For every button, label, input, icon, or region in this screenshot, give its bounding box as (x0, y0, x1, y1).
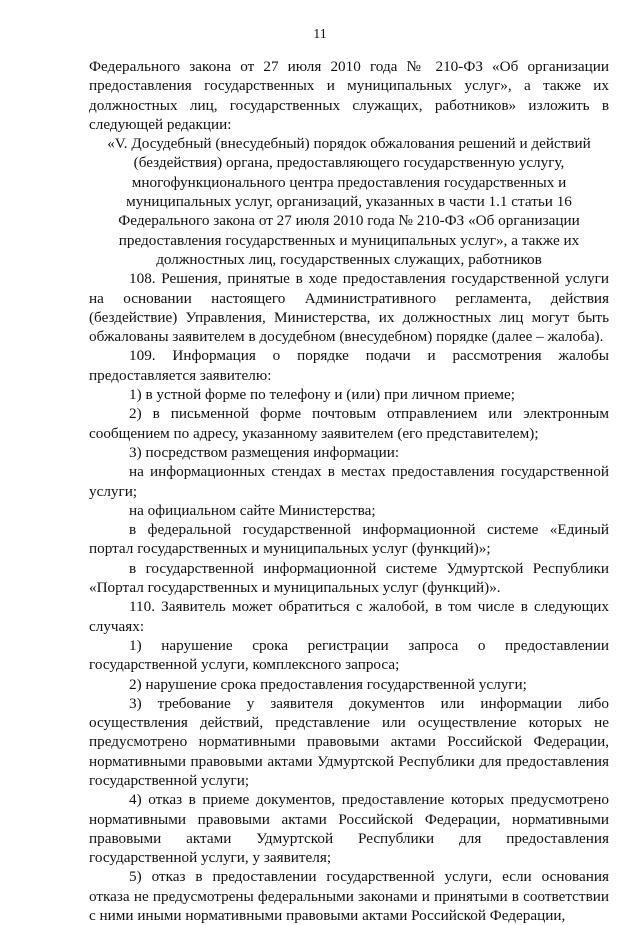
list-item-109-1: 1) в устной форме по телефону и (или) при личном приеме; (129, 386, 515, 404)
list-subitem-website: на официальном сайте Министерства; (129, 501, 376, 519)
list-item-110-2: 2) нарушение срока предоставления государственной услуги; (129, 675, 527, 693)
intro-paragraph: Федерального закона от 27 июля 2010 года № 210-ФЗ «Об организации предоставления государственных и муниципальных услуг», а также их должностных лиц, государственных служащих, работников» изложить в следующей редакции: (89, 58, 609, 133)
list-item-110-3: 3) требование у заявителя документов или информации либо осуществления действий, представление или осуществление которых не предусмотрено нормативными правовыми актами Российской Федерации, нормативными правовыми актами Удмуртской Республики для предоставления государственной услуги; (89, 694, 609, 789)
list-item-109-2: 2) в письменной форме почтовым отправлением или электронным сообщением по адресу, указанному заявителем (его представителем); (89, 405, 609, 442)
paragraph-108: 108. Решения, принятые в ходе предоставления государственной услуги на основании настоящего Административного регламента, действия (бездействие) Управления, Министерства, их должностных лиц могут быть обжалованы заявителем в досудебном (внесудебном) порядке (далее – жалоба). (89, 270, 609, 346)
list-subitem-federal-portal: в федеральной государственной информационной системе «Единый портал государственных и муниципальных услуг (функций)»; (89, 521, 609, 558)
document-body (89, 57, 609, 925)
paragraph-109: 109. Информация о порядке подачи и рассмотрения жалобы предоставляется заявителю: (89, 347, 609, 384)
list-item-109-3: 3) посредством размещения информации: (129, 443, 400, 461)
list-item-110-5: 5) отказ в предоставлении государственной услуги, если основания отказа не предусмотрены федеральными законами и принятыми в соответствии с ними иными нормативными правовыми актами Российской Федерации, (89, 868, 609, 925)
page-number: 11 (313, 27, 327, 42)
paragraph-110: 110. Заявитель может обратиться с жалобой, в том числе в следующих случаях: (89, 598, 609, 635)
list-item-110-1: 1) нарушение срока регистрации запроса о предоставлении государственной услуги, комплексного запроса; (89, 636, 609, 674)
section-title: «V. Досудебный (внесудебный) порядок обжалования решений и действий (бездействия) органа, предоставляющего государственную услугу, многофункционального центра предоставления государственных и муниципальных услуг, организаций, указанных в части 1.1 статьи 16 Федерального закона от 27 июля 2010 года № 210-ФЗ «Об организации предоставления государственных и муниципальных услуг», а также их должностных лиц, государственных служащих, работников (107, 135, 591, 268)
list-item-110-4: 4) отказ в приеме документов, предоставление которых предусмотрено нормативными правовыми актами Российской Федерации, нормативными правовыми актами Удмуртской Республики для предоставления государственной услуги, у заявителя; (89, 791, 609, 867)
list-subitem-regional-portal: в государственной информационной системе Удмуртской Республики «Портал государственных и муниципальных услуг (функций)». (89, 559, 609, 597)
list-subitem-stands: на информационных стендах в местах предоставления государственной услуги; (89, 463, 609, 500)
